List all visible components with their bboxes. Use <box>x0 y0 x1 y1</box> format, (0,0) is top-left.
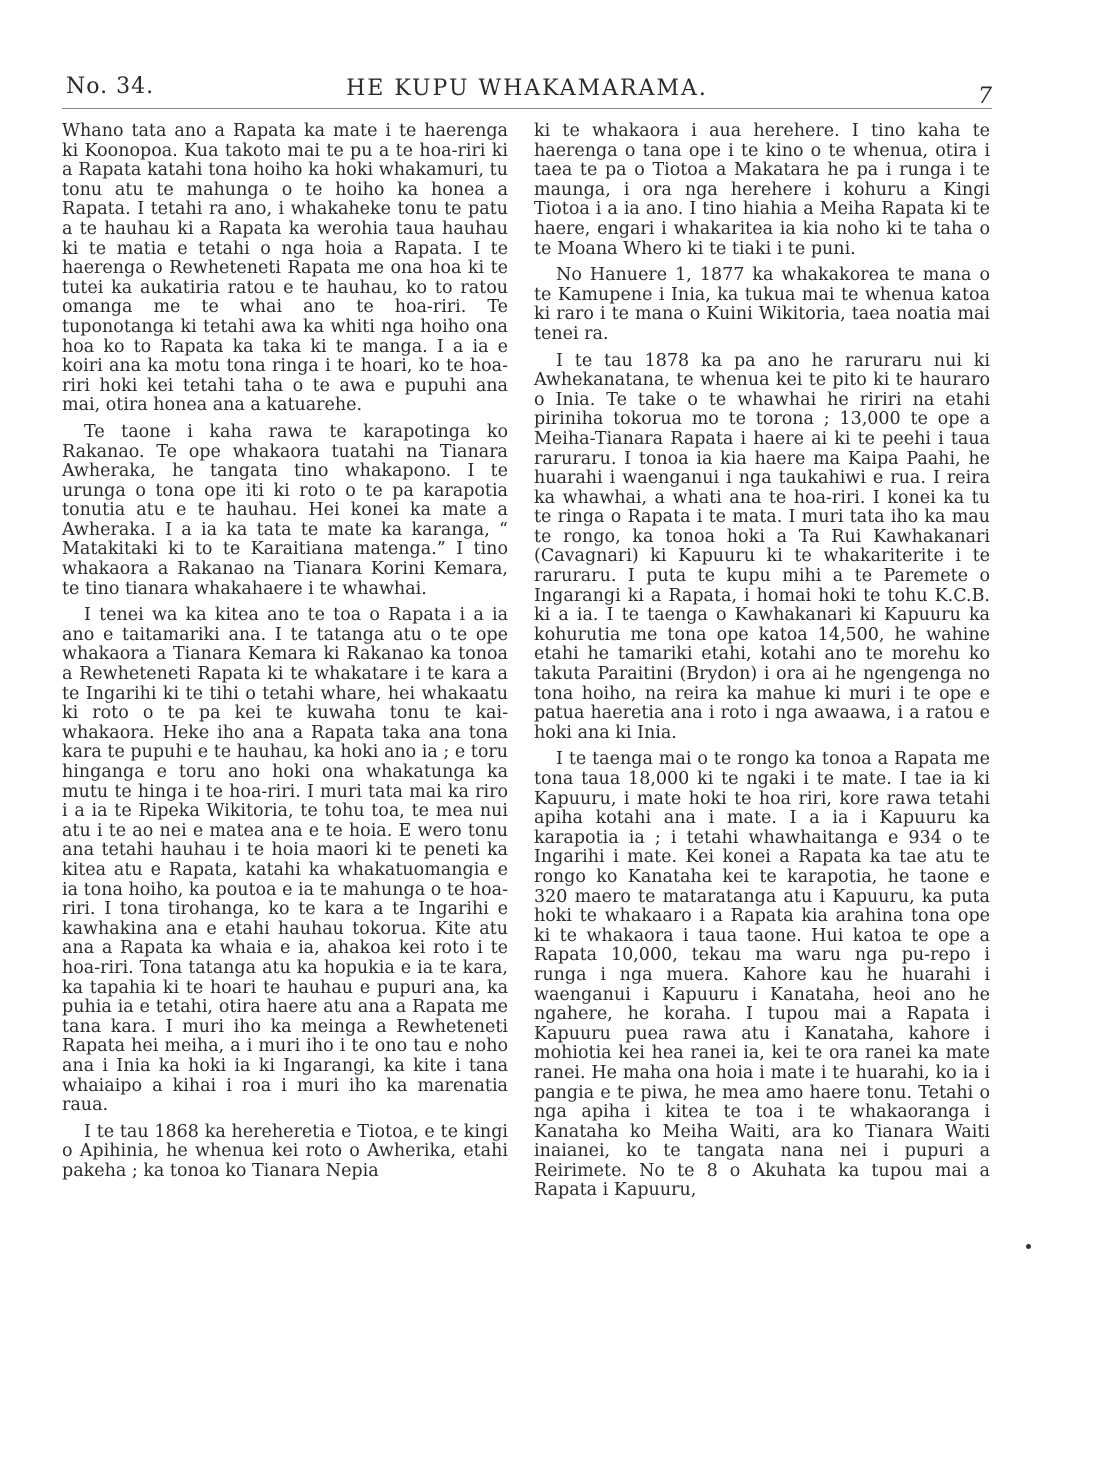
paragraph: I te taenga mai o te rongo ka tonoa a Rapata me tona taua 18,000 ki te ngaki i te mate. I tae ia ki Kapuuru, i mate hoki te hoa riri, kore rawa tetahi apiha kotahi ana i mate. I a ia i Kapuuru ka karapotia ia ; i tetahi whawhaitanga e 934 o te Ingarihi i mate. Kei konei a Rapata ka tae atu te rongo ko Kanataha kei te karapotia, he taone e 320 maero te mataratanga atu i Kapuuru, ka puta hoki te whakaaro i a Rapata kia arahina tona ope ki te whakaora i taua taone. Hui katoa te ope a Rapata 10,000, tekau ma waru nga pu-repo i runga i nga muera. Kahore kau he huarahi i waenganui i Kapuuru i Kanataha, heoi ano he ngahere, he koraha. I tupou mai a Rapata i Kapuuru puea rawa atu i Kanataha, kahore i mohiotia kei hea ranei ia, kei te ora ranei ka mate ranei. He maha ona hoia i mate i te huarahi, ko ia i pangia e te piwa, he mea amo haere tonu. Tetahi o nga apiha i kitea te toa i te whakaoranga i Kanataha ko Meiha Waiti, ara ko Tianara Waiti inaianei, ko te tangata nana nei i pupuri a Reirimete. No te 8 o Akuhata ka tupou mai a Rapata i Kapuuru, <box>534 749 990 1201</box>
paragraph: Whano tata ano a Rapata ka mate i te haerenga ki Koonopoa. Kua takoto mai te pu a te hoa-riri ki a Rapata katahi tona hoiho ka hoki whakamuri, tu tonu atu te mahunga o te hoiho ka honea a Rapata. I tetahi ra ano, i whakaheke tonu te patu a te hauhau ki a Rapata ka werohia taua hauhau ki te matia e tetahi o nga hoia a Rapata. I te haerenga o Rewheteneti Rapata me ona hoa ki te tutei ka aukatiria ratou e te hauhau, ko to ratou omanga me te whai ano te hoa-riri. Te tuponotanga ki tetahi awa ka whiti nga hoiho ona hoa ko to Rapata ka taka ki te manga. I a ia e koiri ana ka motu tona ringa i te hoari, ko te hoa-riri hoki kei tetahi taha o te awa e pupuhi ana mai, otira honea ana a katuarehe. <box>62 121 508 416</box>
issue-number: No. 34. <box>66 74 155 99</box>
page-number: 7 <box>978 84 992 109</box>
paragraph: I te tau 1868 ka hereheretia e Tiotoa, e te kingi o Apihinia, he whenua kei roto o Awherika, etahi pakeha ; ka tonoa ko Tianara Nepia <box>62 1121 508 1181</box>
header-rule <box>62 108 992 109</box>
paragraph: ki te whakaora i aua herehere. I tino kaha te haerenga o tana ope i te kino o te whenua, otira i taea te pa o Tiotoa a Makatara he pa i runga i te maunga, i ora nga herehere i kohuru a Kingi Tiotoa i a ia ano. I tino hiahia a Meiha Rapata ki te haere, engari i whakaritea ia kia noho ki te taha o te Moana Whero ki te tiaki i te puni. <box>534 121 990 259</box>
paragraph: I tenei wa ka kitea ano te toa o Rapata i a ia ano e taitamariki ana. I te tatanga atu o te ope whakaora a Tianara Kemara ki Rakanao ka tonoa a Rewheteneti Rapata ki te whakatare i te kara a te Ingarihi ki te tihi o tetahi whare, hei whakaatu ki roto o te pa kei te kuwaha tonu te kai-whakaora. Heke iho ana a Rapata taka ana tona kara te pupuhi e te hauhau, ka hoki ano ia ; e toru hinganga e toru ano hoki ona whakatunga ka mutu te hinga i te hoa-riri. I muri tata mai ka riro i a ia te Ripeka Wikitoria, te tohu toa, te mea nui atu i te ao nei e matea ana e te hoia. E wero tonu ana tetahi hauhau i te hoia maori ki te peneti ka kitea atu e Rapata, katahi ka whakatuomangia e ia tona hoiho, ka poutoa e ia te mahunga o te hoa-riri. I tona tirohanga, ko te kara a te Ingarihi e kawhakina ana e etahi hauhau tokorua. Kite atu ana a Rapata ka whaia e ia, ahakoa kei roto i te hoa-riri. Tona tatanga atu ka hopukia e ia te kara, ka tapahia ki te hoari te hauhau e pupuri ana, ka puhia ia e tetahi, otira haere atu ana a Rapata me tana kara. I muri iho ka meinga a Rewheteneti Rapata hei meiha, a i muri iho i te ono tau e noho ana i Inia ka hoki ia ki Ingarangi, ka kite i tana whaiaipo a kihai i roa i muri iho ka marenatia raua. <box>62 605 508 1116</box>
ink-speck <box>1026 1244 1031 1249</box>
paragraph: No Hanuere 1, 1877 ka whakakorea te mana o te Kamupene i Inia, ka tukua mai te whenua katoa ki raro i te mana o Kuini Wikitoria, taea noatia mai tenei ra. <box>534 265 990 344</box>
paragraph: I te tau 1878 ka pa ano he raruraru nui ki Awhekanatana, te whenua kei te pito ki te hauraro o Inia. Te take o te whawhai he ririri na etahi piriniha tokorua mo te torona ; 13,000 te ope a Meiha-Tianara Rapata i haere ai ki te peehi i taua raruraru. I tonoa ia kia haere ma Kaipa Paahi, he huarahi i waenganui i nga taukahiwi e rua. I reira ka whawhai, a whati ana te hoa-riri. I konei ka tu te ringa o Rapata i te mata. I muri tata iho ka mau te rongo, ka tonoa hoki a Ta Rui Kawhakanari (Cavagnari) ki Kapuuru ki te whakariterite i te raruraru. I puta te kupu mihi a te Paremete o Ingarangi ki a Rapata, i homai hoki te tohu K.C.B. ki a ia. I te taenga o Kawhakanari ki Kapuuru ka kohurutia me tona ope katoa 14,500, he wahine etahi he tamariki etahi, kotahi ano te morehu ko takuta Paraitini (Brydon) i ora ai he ngengenga no tona hoiho, na reira ka mahue ki muri i te ope e patua haeretia ana i roto i nga awaawa, i a ratou e hoki ana ki Inia. <box>534 350 990 743</box>
publication-title: HE KUPU WHAKAMARAMA. <box>346 76 708 101</box>
paragraph: Te taone i kaha rawa te karapotinga ko Rakanao. Te ope whakaora tuatahi na Tianara Awheraka, he tangata tino whakapono. I te urunga o tona ope iti ki roto o te pa karapotia tonutia atu e te hauhau. Hei konei ka mate a Awheraka. I a ia ka tata te mate ka karanga, “ Matakitaki ki to te Karaitiana matenga.” I tino whakaora a Rakanao na Tianara Korini Kemara, te tino tianara whakahaere i te whawhai. <box>62 421 508 599</box>
right-column <box>534 122 990 1208</box>
left-column <box>62 122 508 1188</box>
